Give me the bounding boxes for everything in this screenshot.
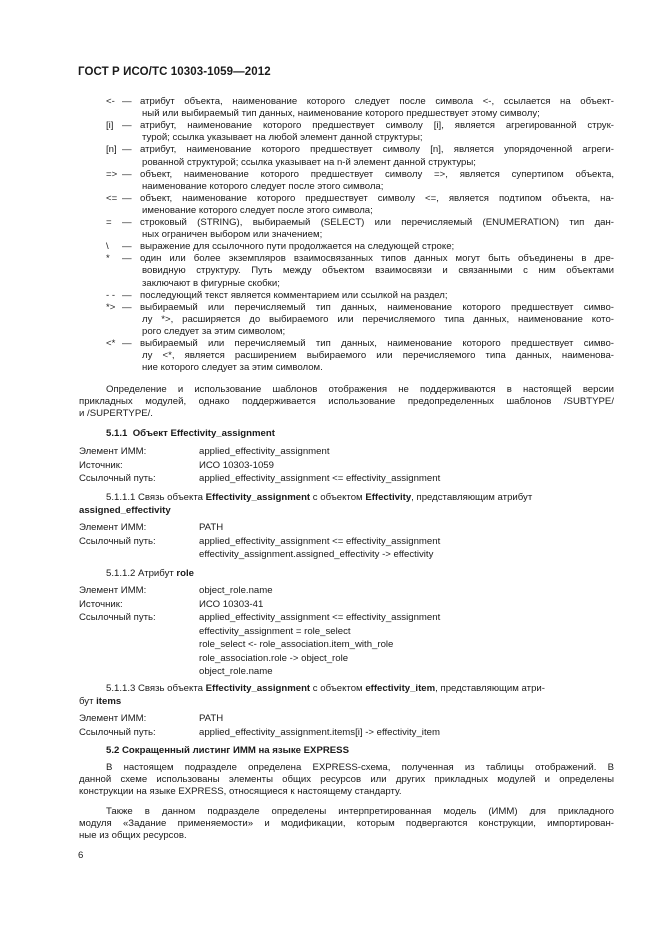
definition-text-line: вовидную структуру. Путь между объектом взаимосвязи и связанными с ним объектами	[142, 265, 614, 277]
table-row-value: applied_effectivity_assignment	[199, 446, 330, 457]
definition-text-line: рованной структурой; ссылка указывает на n-й элемент данной структуры;	[142, 156, 476, 168]
definition-symbol: \	[106, 241, 109, 253]
definition-text-line: турой; ссылка указывает на любой элемент данной структуры;	[142, 132, 423, 144]
table-row-key: Элемент ИММ:	[79, 585, 147, 596]
definition-text-line: один или более экземпляров взаимосвязанных типов данных могут быть объединены в дре-	[140, 253, 614, 265]
section-5-1-1-3-heading: 5.1.1.3 Связь объекта Effectivity_assignment с объектом effectivity_item, представляющим атри-	[106, 683, 545, 694]
definition-dash: —	[122, 120, 132, 132]
definition-text-line: строковый (STRING), выбираемый (SELECT) или перечисляемый (ENUMERATION) тип дан-	[140, 217, 614, 228]
definition-dash: —	[122, 253, 132, 265]
table-row-value: applied_effectivity_assignment.items[i] -> effectivity_item	[199, 726, 440, 738]
table-row-value: effectivity_assignment = role_select	[199, 625, 351, 637]
table-row-key: Элемент ИММ:	[79, 446, 147, 457]
table-row-key: Ссылочный путь:	[79, 612, 156, 623]
definition-dash: —	[122, 338, 132, 349]
definition-text-line: ных ограничен выбором или значением;	[142, 229, 323, 241]
definition-symbol: =>	[106, 168, 118, 180]
definition-text-line: лу *>, расширяется до выбираемого или перечисляемого типа данных, наименование кото-	[142, 313, 614, 325]
definition-symbol: <=	[106, 192, 118, 204]
document-header: ГОСТ Р ИСО/ТС 10303-1059—2012	[78, 66, 271, 78]
section-5-1-1-1-heading-cont: assigned_effectivity	[79, 505, 171, 516]
table-row-value: applied_effectivity_assignment <= effectivity_assignment	[199, 535, 441, 547]
definition-symbol: [i]	[106, 120, 114, 132]
definition-text-line: ние которого следует за этим символом.	[142, 362, 323, 374]
table-row-key: Элемент ИММ:	[79, 713, 147, 724]
definition-symbol: *	[106, 253, 110, 265]
definition-symbol: - -	[106, 289, 116, 301]
section-5-1-1-3-heading-cont: бут items	[79, 696, 122, 707]
definition-text-line: объект, наименование которого предшествует символу =>, является супертипом объекта,	[140, 168, 614, 180]
paragraph-line: Также в данном подразделе определены интерпретированная модель (ИММ) для прикладного	[106, 806, 614, 817]
definition-text-line: выбираемый или перечисляемый тип данных, наименование которого предшествует симво-	[140, 301, 614, 313]
table-row-value: PATH	[199, 713, 224, 724]
definition-dash: —	[122, 217, 132, 228]
table-row-value: applied_effectivity_assignment <= effectivity_assignment	[199, 612, 441, 623]
definition-text-line: именование которого следует после этого символа;	[142, 204, 373, 216]
definition-text-line: объект, наименование которого предшествует символу <=, является подтипом объекта, на-	[140, 192, 614, 204]
table-row-key: Элемент ИММ:	[79, 522, 147, 533]
table-row-value: PATH	[199, 522, 224, 533]
section-5-2-heading: 5.2 Сокращенный листинг ИММ на языке EXPRESS	[106, 745, 349, 756]
table-row-value: object_role.name	[199, 585, 273, 596]
definition-text-line: атрибут, наименование которого предшествует символу [i], является агрегированной струк-	[140, 120, 614, 132]
paragraph-line: В настоящем подразделе определена EXPRESS-схема, полученная из таблицы отображений. В	[106, 762, 614, 773]
definition-text-line: последующий текст является комментарием или ссылкой на раздел;	[140, 289, 448, 301]
section-5-1-1-heading: 5.1.1 Объект Effectivity_assignment	[106, 428, 275, 439]
definition-text-line: лу <*, является расширением выбираемого или перечисляемого типа данных, наименова-	[142, 350, 614, 362]
definition-dash: —	[122, 144, 132, 156]
paragraph-line: прикладных модулей, однако поддерживается использование предопределенных шаблонов /SUBTYPE/	[79, 396, 614, 408]
definition-text-line: атрибут объекта, наименование которого следует после символа <-, ссылается на объект-	[140, 96, 614, 107]
table-row-key: Ссылочный путь:	[79, 726, 156, 738]
table-row-value: object_role.name	[199, 666, 273, 677]
table-row-value: ИСО 10303-1059	[199, 459, 274, 471]
definition-text-line: атрибут, наименование которого предшествует символу [n], является упорядоченной агреги-	[140, 144, 614, 156]
paragraph-line: ные из общих ресурсов.	[79, 830, 187, 842]
paragraph-line: данной схеме использованы элементы общих ресурсов или других прикладных модулей и определены	[79, 774, 614, 786]
definition-symbol: <*	[106, 338, 116, 349]
section-5-1-1-1-heading: 5.1.1.1 Связь объекта Effectivity_assignment с объектом Effectivity, представляющим атрибут	[106, 492, 533, 503]
definition-symbol: <-	[106, 96, 115, 107]
table-row-key: Ссылочный путь:	[79, 473, 156, 484]
table-row-value: role_select <- role_association.item_with_role	[199, 639, 394, 650]
definition-text-line: рого следует за этим символом;	[142, 325, 286, 337]
table-row-value: applied_effectivity_assignment <= effectivity_assignment	[199, 473, 441, 484]
paragraph-line: модуля «Задание применяемости» и модификации, которым подвергаются конструкции, импортирован-	[79, 818, 614, 830]
paragraph-line: Определение и использование шаблонов отображения не поддерживаются в настоящей версии	[106, 384, 614, 395]
definition-symbol: *>	[106, 301, 116, 313]
paragraph-line: конструкции на языке EXPRESS, относящиеся к настоящему стандарту.	[79, 786, 402, 798]
definition-text-line: выбираемый или перечисляемый тип данных, наименование которого предшествует симво-	[140, 338, 614, 349]
table-row-value: ИСО 10303-41	[199, 598, 264, 610]
definition-dash: —	[122, 301, 132, 313]
definition-text-line: выражение для ссылочного пути продолжается на следующей строке;	[140, 241, 455, 253]
table-row-value: role_association.role -> object_role	[199, 652, 349, 664]
definition-text-line: ный или выбираемый тип данных, наименование которого предшествует этому символу;	[142, 108, 540, 120]
definition-text-line: наименование которого следует после этого символа;	[142, 180, 384, 192]
definition-text-line: заключают в фигурные скобки;	[142, 277, 280, 289]
definition-dash: —	[122, 241, 132, 253]
table-row-key: Источник:	[79, 459, 123, 471]
definition-symbol: =	[106, 217, 112, 228]
definition-dash: —	[122, 168, 132, 180]
page-number: 6	[78, 850, 84, 861]
paragraph-line: и /SUPERTYPE/.	[79, 408, 153, 420]
definition-dash: —	[122, 96, 132, 107]
section-5-1-1-2-heading: 5.1.1.2 Атрибут role	[106, 568, 195, 579]
table-row-key: Источник:	[79, 598, 123, 610]
table-row-key: Ссылочный путь:	[79, 535, 156, 547]
definition-symbol: [n]	[106, 144, 117, 156]
definition-dash: —	[122, 192, 132, 204]
definition-dash: —	[122, 289, 132, 301]
table-row-value: effectivity_assignment.assigned_effectivity -> effectivity	[199, 549, 434, 560]
